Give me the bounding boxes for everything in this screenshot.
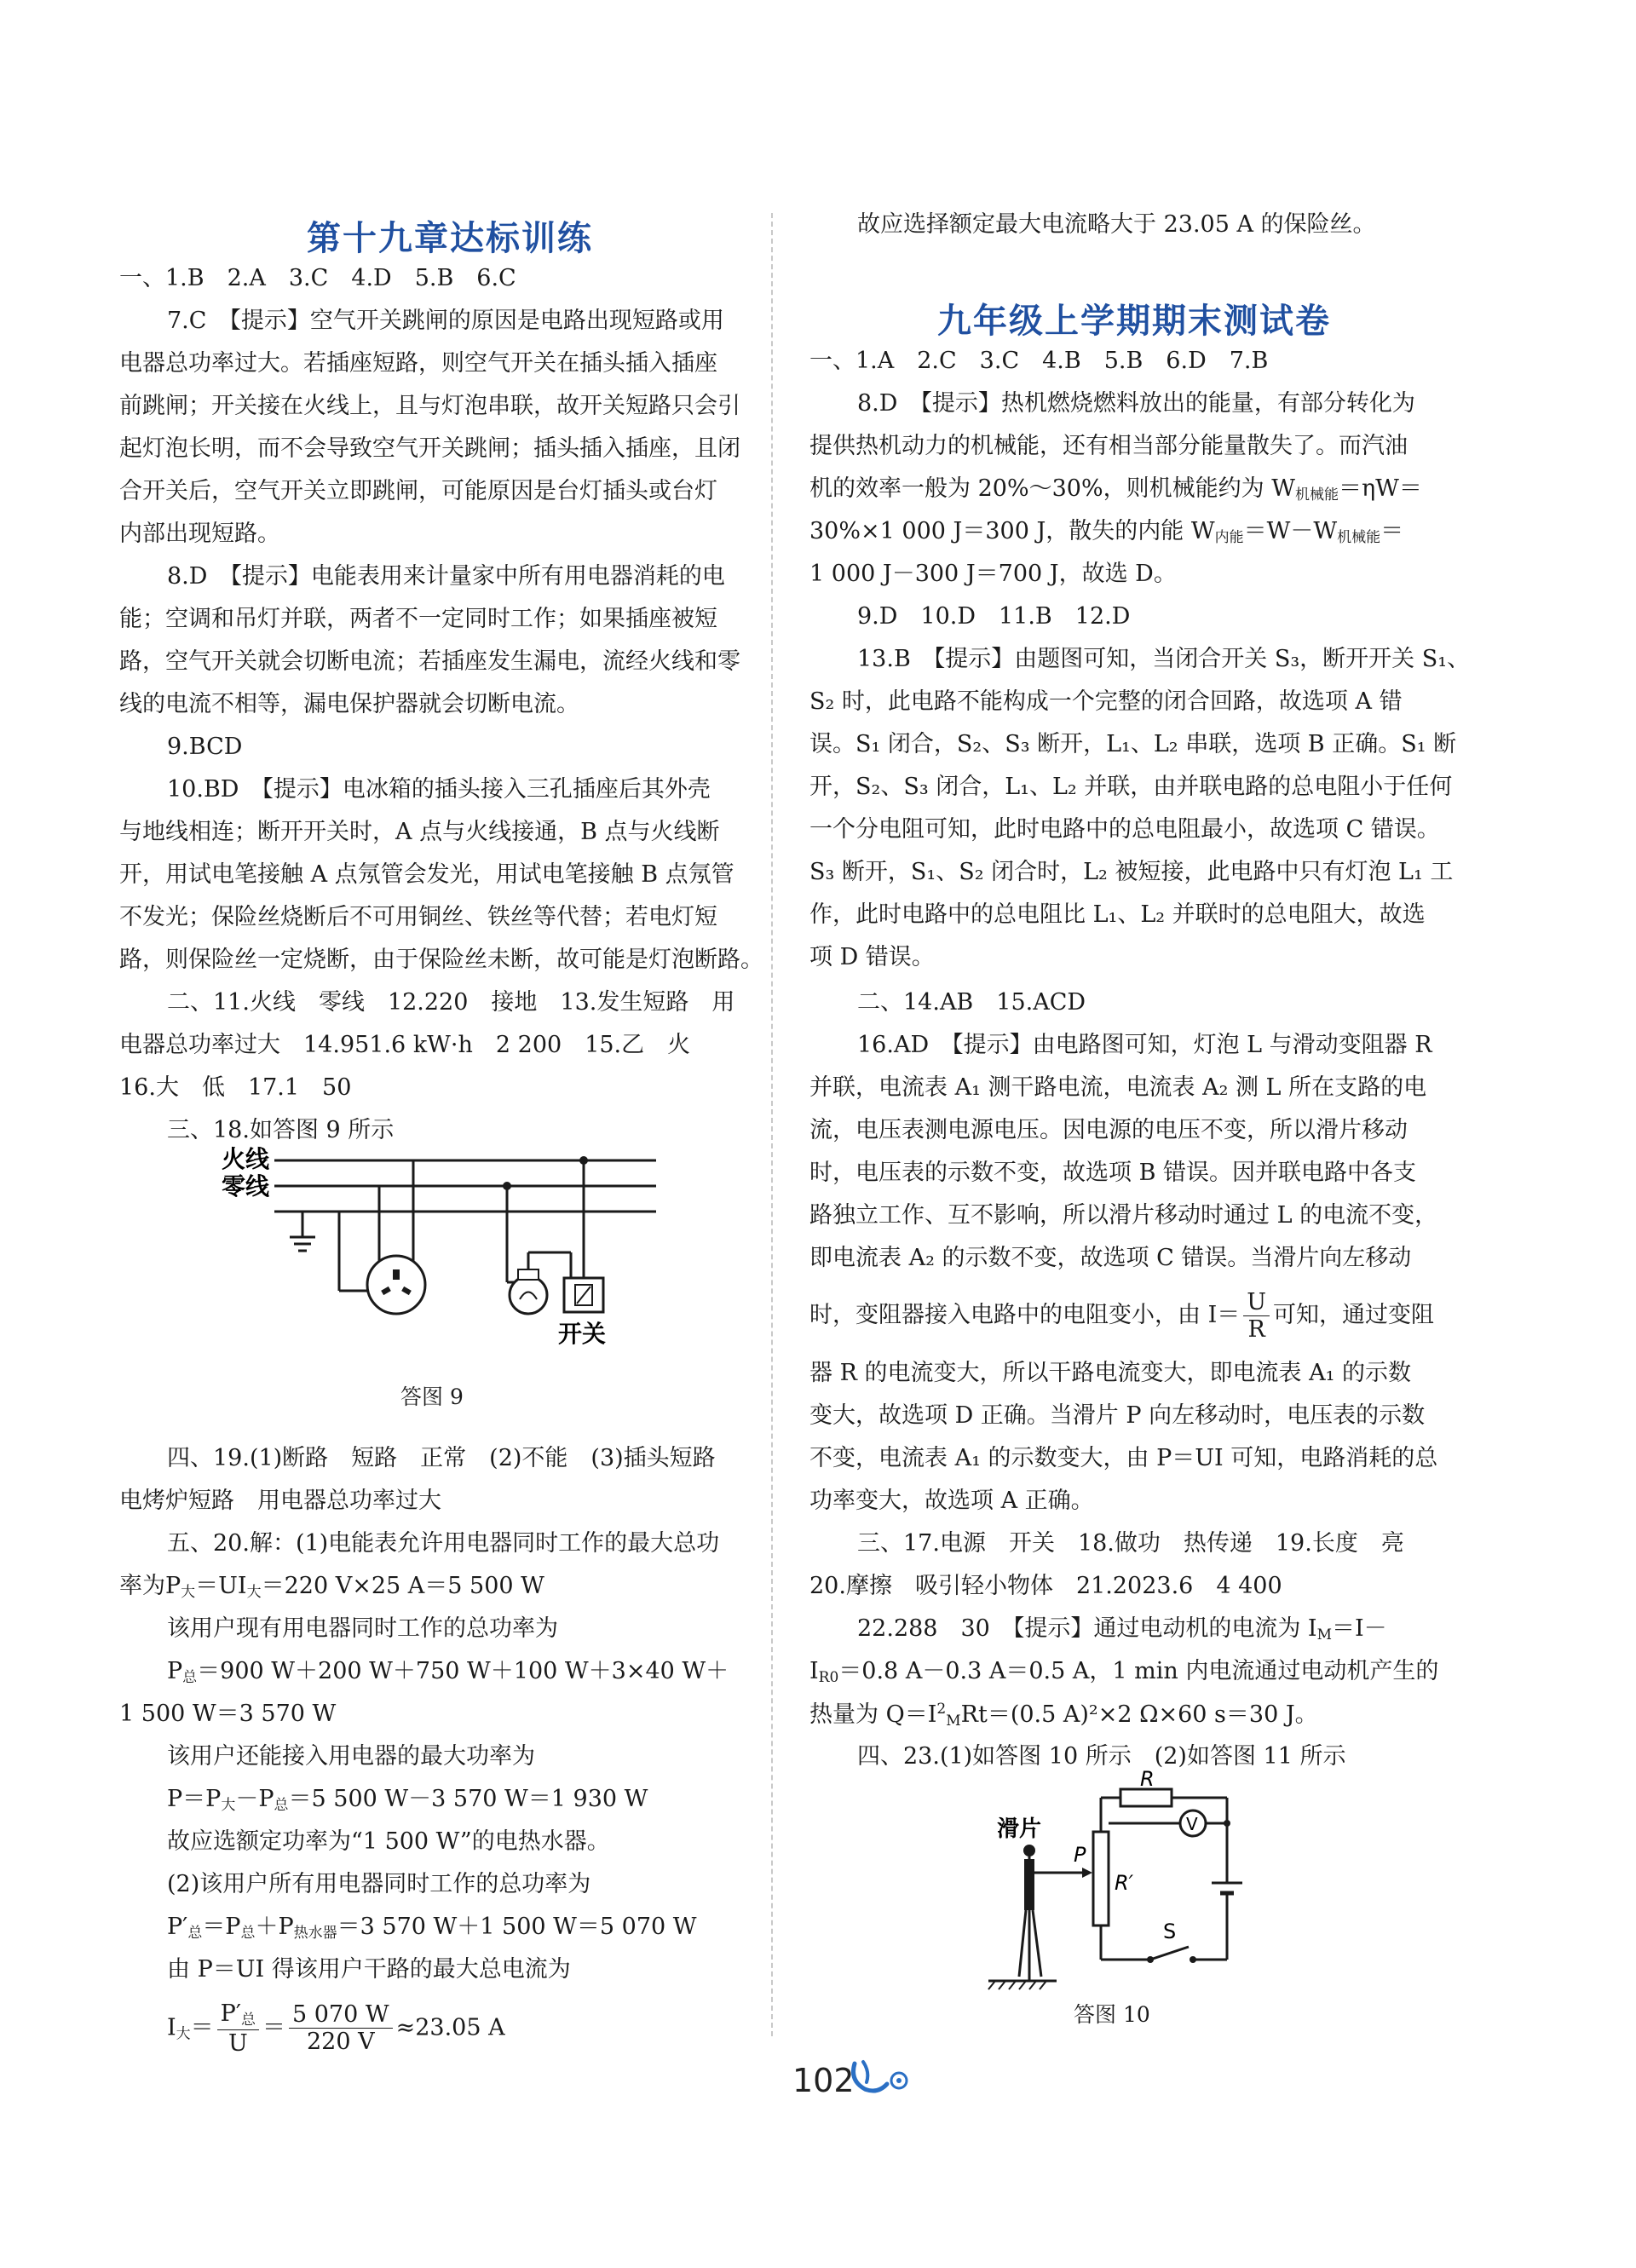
answer-line: 误。S₁ 闭合，S₂、S₃ 断开，L₁、L₂ 串联，选项 B 正确。S₁ 断 bbox=[809, 731, 1457, 757]
page-number: 102 bbox=[792, 2062, 855, 2099]
answer-line: 器 R 的电流变大，所以干路电流变大，即电流表 A₁ 的示数 bbox=[809, 1360, 1411, 1386]
answer-line: 开，用试电笔接触 A 点氖管会发光，用试电笔接触 B 点氖管 bbox=[119, 861, 734, 888]
answer-line: 7.C 【提示】空气开关跳闸的原因是电路出现短路或用 bbox=[167, 308, 724, 334]
formula-line: 22.288 30 【提示】通过电动机的电流为 $I_M=I-$ bbox=[857, 1615, 1387, 1643]
answer-line: 1 500 W＝3 570 W bbox=[119, 1701, 337, 1727]
label-slider: 滑片 bbox=[997, 1816, 1042, 1842]
label-live-wire: 火线 bbox=[222, 1145, 270, 1173]
answer-line: 三、17.电源 开关 18.做功 热传递 19.长度 亮 bbox=[857, 1530, 1404, 1557]
answer-line: 即电流表 A₂ 的示数不变，故选项 C 错误。当滑片向左移动 bbox=[809, 1245, 1412, 1271]
answer-line: 合开关后，空气开关立即跳闸，可能原因是台灯插头或台灯 bbox=[119, 478, 717, 504]
answer-line: 不变，电流表 A₁ 的示数变大，由 P＝UI 可知，电路消耗的总 bbox=[809, 1445, 1438, 1471]
figure-9-caption: 答图 9 bbox=[400, 1384, 464, 1409]
answer-line: 路独立工作、互不影响，所以滑片移动时通过 L 的电流不变， bbox=[809, 1202, 1438, 1229]
answer-line: 8.D 【提示】电能表用来计量家中所有用电器消耗的电 bbox=[167, 563, 725, 590]
answer-line: (2)该用户所有用电器同时工作的总功率为 bbox=[167, 1871, 591, 1897]
answer-line: 项 D 错误。 bbox=[809, 944, 935, 970]
answer-line: 16.AD 【提示】由电路图可知，灯泡 L 与滑动变阻器 R bbox=[857, 1032, 1432, 1058]
answer-line: 该用户现有用电器同时工作的总功率为 bbox=[167, 1615, 558, 1642]
answer-line: 时，电压表的示数不变，故选项 B 错误。因并联电路中各支 bbox=[809, 1160, 1417, 1186]
formula-line: $P_总=900$ W＋200 W＋750 W＋100 W＋3×40 W＋ bbox=[167, 1658, 729, 1686]
formula-line: $I_大=$ $\frac{P'_总}{U}$ ＝ $\frac{5 070 W}{220 V}$ ≈23.05 A bbox=[167, 2000, 505, 2057]
answer-line: 路，空气开关就会切断电流；若插座发生漏电，流经火线和零 bbox=[119, 648, 740, 675]
answer-line: 电烤炉短路 用电器总功率过大 bbox=[119, 1488, 441, 1514]
answer-line: S₂ 时，此电路不能构成一个完整的闭合回路，故选项 A 错 bbox=[809, 688, 1403, 715]
answer-line: 13.B 【提示】由题图可知，当闭合开关 S₃，断开开关 S₁、 bbox=[857, 646, 1471, 672]
formula-line: $I_{R0}=0.8$ A－0.3 A＝0.5 A，1 min 内电流通过电动机产生的 bbox=[809, 1658, 1439, 1686]
answer-line: 前跳闸；开关接在火线上，且与灯泡串联，故开关短路只会引 bbox=[119, 393, 740, 419]
light-bulb bbox=[510, 1276, 547, 1314]
answer-line: 不发光；保险丝烧断后不可用铜丝、铁丝等代替；若电灯短 bbox=[119, 904, 717, 930]
answer-line: 功率变大，故选项 A 正确。 bbox=[809, 1488, 1094, 1514]
answer-line: 并联，电流表 A₁ 测干路电流，电流表 A₂ 测 L 所在支路的电 bbox=[809, 1074, 1427, 1101]
answer-line: 一个分电阻可知，此时电路中的总电阻最小，故选项 C 错误。 bbox=[809, 816, 1440, 843]
answer-line: 由 P＝UI 得该用户干路的最大总电流为 bbox=[167, 1956, 571, 1983]
answer-line: 16.大 低 17.1 50 bbox=[119, 1074, 352, 1101]
answer-line: 9.D 10.D 11.B 12.D bbox=[857, 603, 1131, 630]
label-R-prime: R′ bbox=[1115, 1871, 1134, 1895]
formula-line: 时，变阻器接入电路中的电阻变小，由 I＝ $\frac{U}{R}$ 可知，通过变阻 bbox=[809, 1289, 1435, 1344]
answer-line: 线的电流不相等，漏电保护器就会切断电流。 bbox=[119, 691, 579, 717]
answer-line: 8.D 【提示】热机燃烧燃料放出的能量，有部分转化为 bbox=[857, 390, 1415, 417]
formula-line: 30%×1 000 J＝300 J，散失的内能 $W_{内能}=W-W_{机械能}=$ bbox=[809, 518, 1404, 546]
answer-line: 流，电压表测电源电压。因电源的电压不变，所以滑片移动 bbox=[809, 1117, 1408, 1143]
answer-line: 作，此时电路中的总电阻比 L₁、L₂ 并联时的总电阻大，故选 bbox=[809, 901, 1426, 928]
figure-10-caption: 答图 10 bbox=[1074, 2002, 1150, 2027]
label-P: P bbox=[1074, 1843, 1086, 1867]
answer-line: 路，则保险丝一定烧断，由于保险丝未断，故可能是灯泡断路。 bbox=[119, 947, 763, 973]
formula-line: $P'_总=P_总+P_{热水器}=3$ 570 W＋1 500 W＝5 070 W bbox=[167, 1914, 697, 1942]
chapter-19-title: 第十九章达标训练 bbox=[307, 219, 593, 258]
answer-line: 故应选额定功率为“1 500 W”的电热水器。 bbox=[167, 1828, 610, 1855]
formula-line: $P=P_大-P_总=5$ 500 W－3 570 W＝1 930 W bbox=[167, 1786, 648, 1814]
answer-line: 变大，故选项 D 正确。当滑片 P 向左移动时，电压表的示数 bbox=[809, 1402, 1426, 1429]
answer-line: 三、18.如答图 9 所示 bbox=[167, 1117, 395, 1143]
answer-line: 能；空调和吊灯并联，两者不一定同时工作；如果插座被短 bbox=[119, 606, 717, 632]
answer-line: 9.BCD bbox=[167, 734, 243, 760]
answer-line: 起灯泡长明，而不会导致空气开关跳闸；插头插入插座，且闭 bbox=[119, 435, 740, 462]
answer-line: 二、14.AB 15.ACD bbox=[857, 989, 1086, 1016]
label-switch: 开关 bbox=[558, 1320, 607, 1348]
label-R: R bbox=[1140, 1767, 1155, 1791]
label-V: V bbox=[1186, 1814, 1198, 1834]
three-hole-socket bbox=[367, 1256, 425, 1314]
answer-line: 内部出现短路。 bbox=[119, 521, 280, 547]
column-divider bbox=[771, 213, 773, 2036]
switch-S bbox=[1150, 1947, 1189, 1960]
answer-line: 二、11.火线 零线 12.220 接地 13.发生短路 用 bbox=[167, 989, 735, 1016]
answer-line: 1 000 J－300 J＝700 J，故选 D。 bbox=[809, 561, 1177, 587]
formula-line: 机的效率一般为 20%～30%，则机械能约为 $W_{机械能}=\eta W=$ bbox=[809, 475, 1422, 504]
answer-line: 该用户还能接入用电器的最大功率为 bbox=[167, 1743, 535, 1770]
answer-line: 电器总功率过大。若插座短路，则空气开关在插头插入插座 bbox=[119, 350, 717, 377]
figure-9-wiring-diagram bbox=[213, 1142, 775, 1363]
answer-line: 四、19.(1)断路 短路 正常 (2)不能 (3)插头短路 bbox=[167, 1445, 716, 1471]
publisher-logo-icon bbox=[848, 2055, 916, 2098]
label-neutral-wire: 零线 bbox=[222, 1172, 270, 1200]
figure-10-circuit-diagram bbox=[988, 1767, 1278, 1994]
answer-line: S₃ 断开，S₁、S₂ 闭合时，L₂ 被短接，此电路中只有灯泡 L₁ 工 bbox=[809, 859, 1454, 885]
answer-line: 10.BD 【提示】电冰箱的插头接入三孔插座后其外壳 bbox=[167, 776, 711, 803]
formula-line: 热量为 $Q=I^2_MRt=(0.5$ A)²×2 Ω×60 s＝30 J。 bbox=[809, 1701, 1318, 1730]
answer-line: 故应选择额定最大电流略大于 23.05 A 的保险丝。 bbox=[857, 211, 1376, 238]
answer-line: 提供热机动力的机械能，还有相当部分能量散失了。而汽油 bbox=[809, 433, 1408, 459]
resistor-R bbox=[1120, 1789, 1172, 1806]
answer-line: 20.摩擦 吸引轻小物体 21.2023.6 4 400 bbox=[809, 1573, 1282, 1599]
answer-line: 五、20.解：(1)电能表允许用电器同时工作的最大总功 bbox=[167, 1530, 720, 1557]
answer-line: 一、1.A 2.C 3.C 4.B 5.B 6.D 7.B bbox=[809, 348, 1269, 374]
answer-line: 与地线相连；断开开关时，A 点与火线接通，B 点与火线断 bbox=[119, 819, 720, 845]
answer-line: 一、1.B 2.A 3.C 4.D 5.B 6.C bbox=[119, 265, 516, 291]
final-exam-title: 九年级上学期期末测试卷 bbox=[937, 302, 1331, 341]
answer-line: 开，S₂、S₃ 闭合，L₁、L₂ 并联，由并联电路的总电阻小于任何 bbox=[809, 774, 1453, 800]
answer-line: 电器总功率过大 14.951.6 kW·h 2 200 15.乙 火 bbox=[119, 1032, 691, 1058]
rheostat-R-prime bbox=[1093, 1832, 1109, 1925]
formula-line: 率为$P_大=UI_大=220$ V×25 A＝5 500 W bbox=[119, 1573, 544, 1601]
label-S: S bbox=[1163, 1920, 1177, 1943]
answer-line: 四、23.(1)如答图 10 所示 (2)如答图 11 所示 bbox=[857, 1743, 1346, 1770]
